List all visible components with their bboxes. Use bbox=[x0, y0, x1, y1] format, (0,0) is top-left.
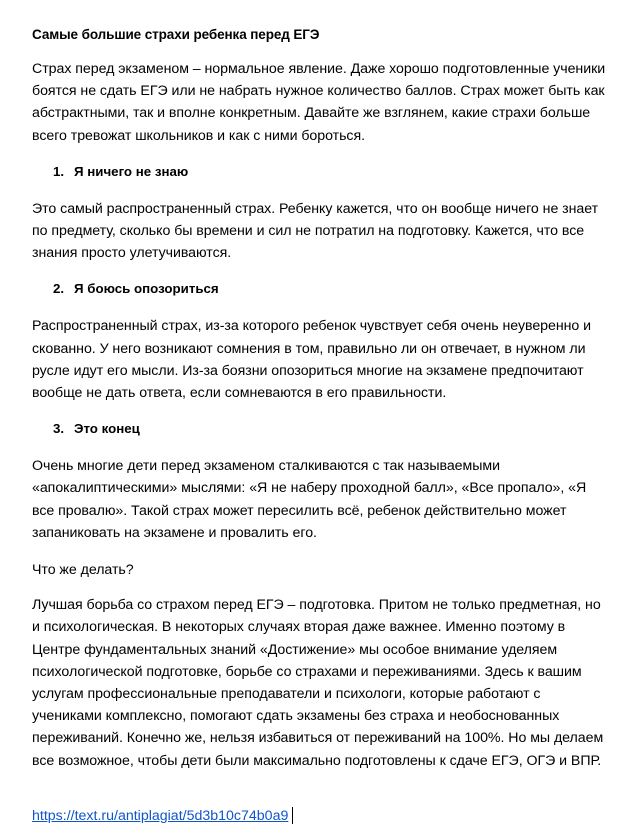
list-item-label: Это конец bbox=[74, 421, 140, 437]
footer-link-block bbox=[32, 806, 608, 826]
text-cursor bbox=[292, 807, 293, 824]
antiplagiat-link[interactable]: https://text.ru/antiplagiat/5d3b10c74b0a9 bbox=[32, 807, 289, 824]
question-paragraph: Что же делать? bbox=[32, 562, 134, 579]
list-item-number: 1. bbox=[53, 163, 65, 179]
list-item-label: Я ничего не знаю bbox=[74, 163, 189, 179]
list-item-number: 2. bbox=[53, 281, 65, 297]
list-item bbox=[32, 279, 608, 299]
list-item bbox=[32, 419, 608, 439]
list-item-number: 3. bbox=[53, 421, 65, 437]
conclusion-paragraph: Лучшая борьба со страхом перед ЕГЭ – подготовка. Притом не только предметная, но и психологическая. В некоторых случаях вторая даже важнее. Именно поэтому в Центре фундаментальных знаний «Достижение» мы особое внимание уделяем психологической подготовке, борьбе со страхами и переживаниями. Здесь к вашим услугам профессиональные преподаватели и психологи, которые работают с учениками комплексно, помогают сдать экзамены без страха и необоснованных переживаний. Конечно же, нельзя избавиться от переживаний на 100%. Но мы делаем все возможное, чтобы дети были максимально подготовлены к сдаче ЕГЭ, ОГЭ и ВПР. bbox=[32, 597, 604, 769]
list-item-label: Я боюсь опозориться bbox=[74, 281, 219, 297]
section-body: Распространенный страх, из-за которого ребенок чувствует себя очень неуверенно и скованно. У него возникают сомнения в том, правильно ли он отвечает, в нужном ли русле идут его мысли. Из-за боязни опозориться многие на экзамене предпочитают вообще не дать ответа, если сомневаются в его правильности. bbox=[32, 318, 592, 402]
page-title: Самые большие страхи ребенка перед ЕГЭ bbox=[32, 27, 320, 42]
intro-paragraph: Страх перед экзаменом – нормальное явление. Даже хорошо подготовленные ученики боятся не сдать ЕГЭ или не набрать нужное количество баллов. Страх может быть как абстрактными, так и вполне конкретным. Давайте же взглянем, какие страхи больше всего тревожат школьников и как с ними бороться. bbox=[32, 61, 606, 144]
section-body: Это самый распространенный страх. Ребенку кажется, что он вообще ничего не знает по предмету, сколько бы времени и сил не потратил на подготовку. Кажется, что все знания просто улетучиваются. bbox=[32, 200, 599, 262]
list-item bbox=[32, 162, 608, 182]
section-body: Очень многие дети перед экзаменом сталкиваются с так называемыми «апокалиптическими» мыслями: «Я не наберу проходной балл», «Все пропало», «Я все провалю». Такой страх может пересилить всё, ребенок действительно может запаниковать на экзамене и провалить его. bbox=[32, 458, 587, 541]
